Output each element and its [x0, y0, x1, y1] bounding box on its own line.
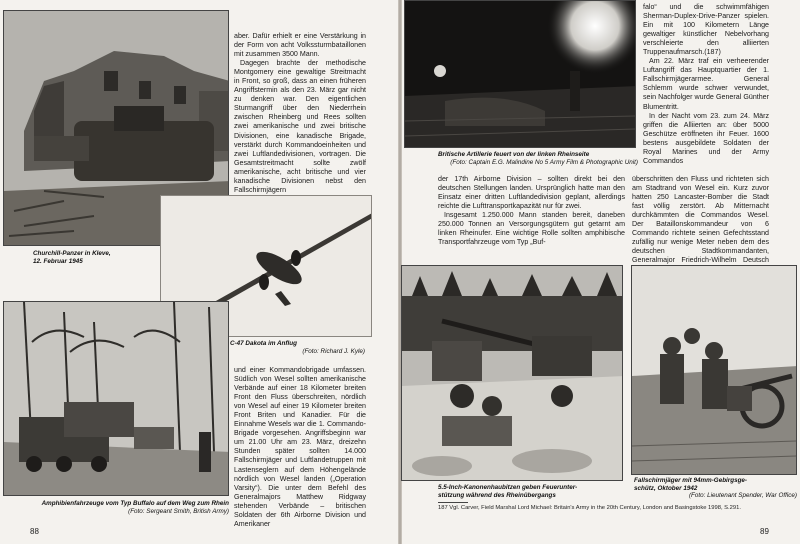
- mountain-gun-image: [632, 266, 797, 475]
- paragraph: überschritten den Fluss und richteten sich am Stadtrand von Wesel ein. Kurz zuvor hatten 250 Lancaster-Bomber die Stadt fast völlig zerstört. Ab Mitternacht durchkämmten die Commandos Wesel. Der Bataillonskommandeur von 6 Commando richtete seinen Gefechtsstand zufällig nur wenige Meter neben dem des deutschen Stadtkommandanten, Generalmajor Friedrich-Wilhelm Deutsch: [632, 175, 769, 265]
- photo-artillery: [404, 0, 636, 148]
- caption-churchill-title: Churchill-Panzer in Kleve,: [33, 250, 111, 257]
- caption-artillery-credit: (Foto: Captain E.G. Malindine No 5 Army Film & Photographic Unit): [450, 158, 638, 166]
- caption-dakota-title: C-47 Dakota im Anflug: [230, 340, 297, 347]
- caption-howitzers-title2: stützung während des Rheinübergangs: [438, 491, 556, 499]
- text-column-left-bottom: [234, 366, 366, 529]
- paragraph: aber. Dafür erhielt er eine Verstärkung in der Form von acht Volkssturmbataillonen mit zusammen 3500 Mann.: [234, 32, 366, 59]
- caption-churchill-date: 12. Februar 1945: [33, 257, 83, 265]
- paragraph: und einer Kommandobrigade umfassen. Südlich von Wesel sollten amerikanische Verbände auf einer 18 Kilometer breiten Front den Fluss überschreiten, nördlich von Wesel auf einer 19 Kilometer breiten Front Briten und Kanadier. Für die Einnahme Wesels war die 1. Commando-Brigade vorgesehen. Angriffsbeginn war um 21.00 Uhr am 23. März, dreizehn Stunden später sollten 14.000 Fallschirmjäger und Luftlandetruppen mit Lastenseglern auf dem Höhengelände nördlich von Wesel landen („Operation Varsity“). Die unter dem Befehl des Generalmajors Matthew Ridgway stehenden Verbände – britischen Soldaten der 6th Airborne Division und Amerikaner: [234, 366, 366, 528]
- page-number-left: 88: [30, 527, 39, 536]
- howitzers-image: [402, 266, 623, 481]
- caption-buffalo-credit: (Foto: Sergeant Smith, British Army): [128, 507, 229, 515]
- paragraph: falo“ und die schwimmfähigen Sherman-Duplex-Drive-Panzer spielen. Ein mit 100 Kilometern Länge gewaltiger künstlicher Nebelvorhang verschleierte den alliierten Truppenaufmarsch.(187): [643, 3, 769, 57]
- text-column-right-top: [643, 3, 769, 166]
- caption-artillery-title: Britische Artillerie feuert von der linken Rheinseite: [438, 151, 590, 158]
- text-column-right-mid-left: [438, 175, 625, 247]
- caption-mountain-gun-credit: (Foto: Lieutenant Spender, War Office): [688, 492, 797, 500]
- caption-mountain-gun: [634, 477, 797, 500]
- photo-mountain-gun: [631, 265, 797, 475]
- paragraph: Am 22. März traf ein verheerender Luftangriff das Hauptquartier der 1. Fallschirmjägerarmee. General Schlemm wurde schwer verwundet, sein Nachfolger wurde General Günther Blumentritt.: [643, 57, 769, 111]
- photo-howitzers: [401, 265, 623, 481]
- caption-dakota: [230, 340, 365, 355]
- caption-dakota-credit: (Foto: Richard J. Kyle): [302, 347, 365, 355]
- text-column-left-top: [234, 32, 366, 195]
- photo-buffalo-vehicles: [3, 301, 229, 496]
- caption-buffalo-title: Amphibienfahrzeuge vom Typ Buffalo auf dem Weg zum Rhein: [41, 500, 229, 507]
- caption-mountain-gun-title2: schütz, Oktober 1942: [634, 484, 698, 492]
- paragraph: Insgesamt 1.250.000 Mann standen bereit, daneben 250.000 Tonnen an Versorgungsgütern gut getarnt am linken Rheinufer. Eine wichtige Rolle sollten amphibische Transportfahrzeuge vom Typ „Buf-: [438, 211, 625, 247]
- page-number-right: 89: [760, 527, 769, 536]
- footnote-rule: [438, 502, 468, 503]
- artillery-image: [405, 1, 636, 148]
- caption-howitzers-title: 5.5-Inch-Kanonenhaubitzen geben Feuerunter-: [438, 484, 578, 491]
- paragraph: Dagegen brachte der methodische Montgomery eine gewaltige Streitmacht in Front, so groß, dass an einen früheren Angriffstermin als den 23. März gar nicht zu denken war. Den eigentlichen Sturmangriff über den Niederrhein zwischen Rheinberg und Rees sollten zwei amerikanische und zwei britische Divisionen, eine kanadische Brigade, verstärkt durch Kommandoeinheiten und zwei Luftlandedivisionen, vortragen. Die Gesamtstreitmacht sollte zwölf amerikanische, acht britische und vier kanadische Divisionen nebst den Fallschirmjägern: [234, 59, 366, 194]
- paragraph: der 17th Airborne Division – sollten direkt bei den deutschen Stellungen landen. Ursprünglich hatte man den Einsatz einer dritten Luftlandedivision geplant, allerdings reichte die Lufttransportkapazität nur für zwei.: [438, 175, 625, 211]
- text-column-right-mid-right: [632, 175, 769, 275]
- caption-buffalo: [3, 500, 229, 515]
- paragraph: In der Nacht vom 23. zum 24. März griffen die Alliierten an: über 5000 Geschütze eröffneten ihr Feuer. 1600 bestens ausgebildete Soldaten der Royal Marines und der Army Commandos: [643, 111, 769, 165]
- buffalo-vehicles-image: [4, 302, 229, 496]
- caption-mountain-gun-title: Fallschirmjäger mit 94mm-Gebirgsge-: [634, 477, 748, 484]
- caption-howitzers: [438, 484, 623, 499]
- footnote: 187 Vgl. Carver, Field Marshal Lord Michael: Britain's Army in the 20th Century, London and Basingstoke 1998, S.291.: [438, 505, 741, 511]
- caption-artillery: [438, 151, 638, 166]
